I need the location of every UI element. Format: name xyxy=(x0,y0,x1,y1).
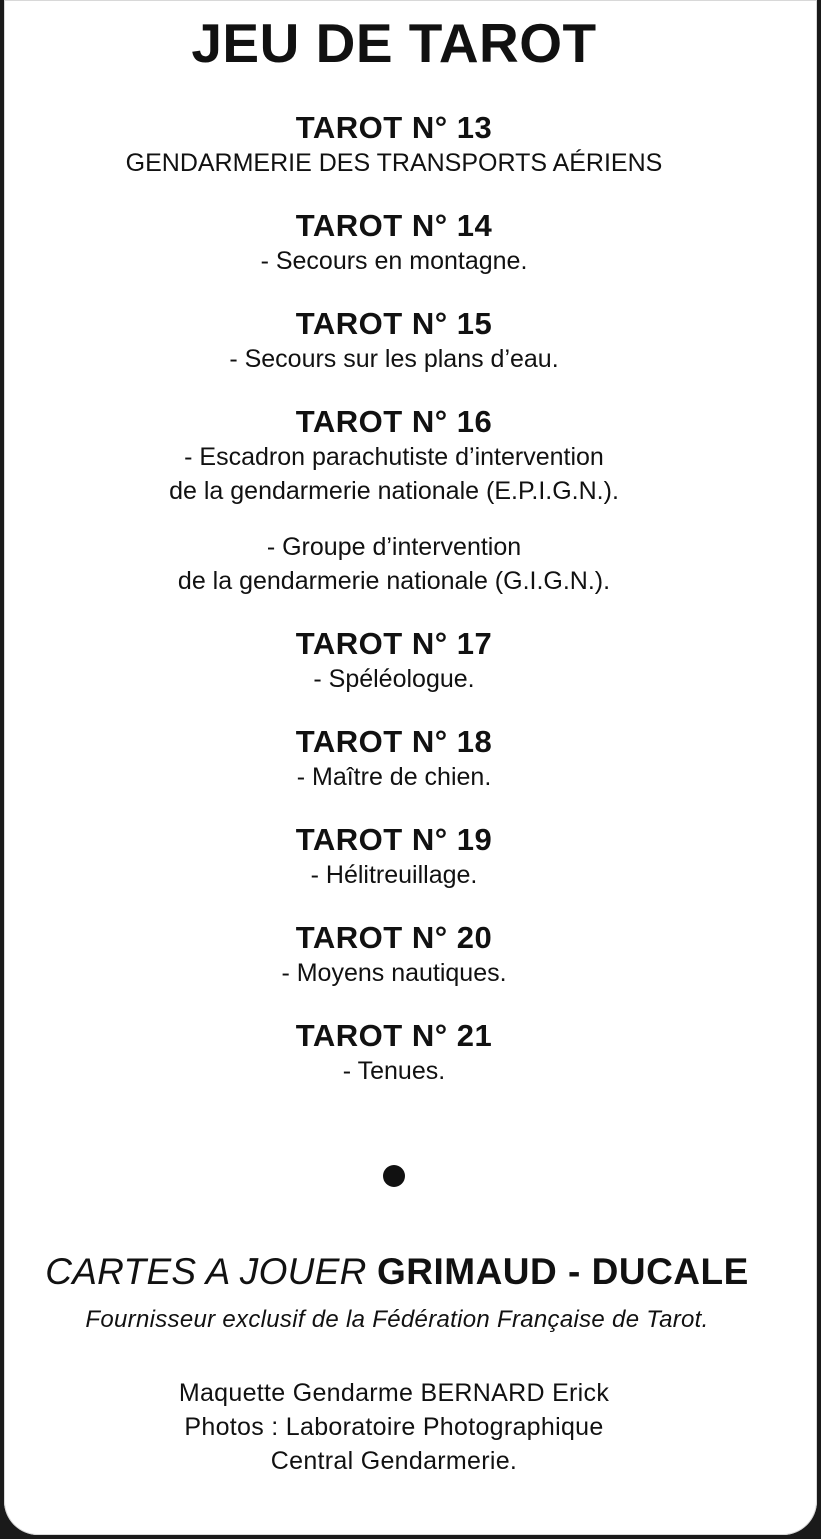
tarot-heading: TAROT N° 19 xyxy=(295,822,493,857)
tarot-section-13 xyxy=(4,110,784,180)
tarot-card xyxy=(4,0,817,1535)
tarot-heading: TAROT N° 15 xyxy=(295,306,493,341)
tarot-description: - Escadron parachutiste d’intervention xyxy=(184,443,604,471)
credit-line: Photos : Laboratoire Photographique xyxy=(184,1413,604,1441)
tarot-heading: TAROT N° 21 xyxy=(295,1018,493,1053)
tarot-section-18 xyxy=(4,724,784,794)
brand-name: GRIMAUD - DUCALE xyxy=(376,1251,749,1292)
credit-line: Maquette Gendarme BERNARD Erick xyxy=(178,1379,610,1407)
tarot-list xyxy=(4,110,784,1088)
tarot-heading: TAROT N° 20 xyxy=(295,920,493,955)
tarot-description: - Maître de chien. xyxy=(296,763,492,791)
card-title: JEU DE TAROT xyxy=(191,12,597,74)
tarot-description: - Secours en montagne. xyxy=(260,247,528,275)
tarot-section-19 xyxy=(4,822,784,892)
tarot-section-14 xyxy=(4,208,784,278)
tarot-section-21 xyxy=(4,1018,784,1088)
credit-line: Central Gendarmerie. xyxy=(270,1447,518,1475)
tarot-section-16 xyxy=(4,404,784,598)
brand-supplier: Fournisseur exclusif de la Fédération Française de Tarot. xyxy=(85,1306,709,1333)
credits xyxy=(4,1376,784,1478)
bullet-dot-icon xyxy=(383,1165,405,1187)
brand-line xyxy=(4,1250,790,1294)
tarot-heading: TAROT N° 13 xyxy=(295,110,493,145)
brand-prefix: CARTES A JOUER xyxy=(45,1251,367,1292)
tarot-description: GENDARMERIE DES TRANSPORTS AÉRIENS xyxy=(125,149,663,177)
tarot-description: - Moyens nautiques. xyxy=(281,959,507,987)
tarot-description: de la gendarmerie nationale (E.P.I.G.N.). xyxy=(169,477,619,505)
tarot-description: - Spéléologue. xyxy=(313,665,475,693)
tarot-description: - Groupe d’intervention xyxy=(266,533,522,561)
tarot-section-17 xyxy=(4,626,784,696)
tarot-heading: TAROT N° 16 xyxy=(295,404,493,439)
tarot-heading: TAROT N° 17 xyxy=(295,626,493,661)
tarot-description: - Hélitreuillage. xyxy=(310,861,478,889)
tarot-description: - Secours sur les plans d’eau. xyxy=(229,345,559,373)
tarot-heading: TAROT N° 14 xyxy=(295,208,493,243)
tarot-section-20 xyxy=(4,920,784,990)
tarot-description: de la gendarmerie nationale (G.I.G.N.). xyxy=(177,567,611,595)
tarot-heading: TAROT N° 18 xyxy=(295,724,493,759)
tarot-section-15 xyxy=(4,306,784,376)
tarot-description: - Tenues. xyxy=(342,1057,446,1085)
